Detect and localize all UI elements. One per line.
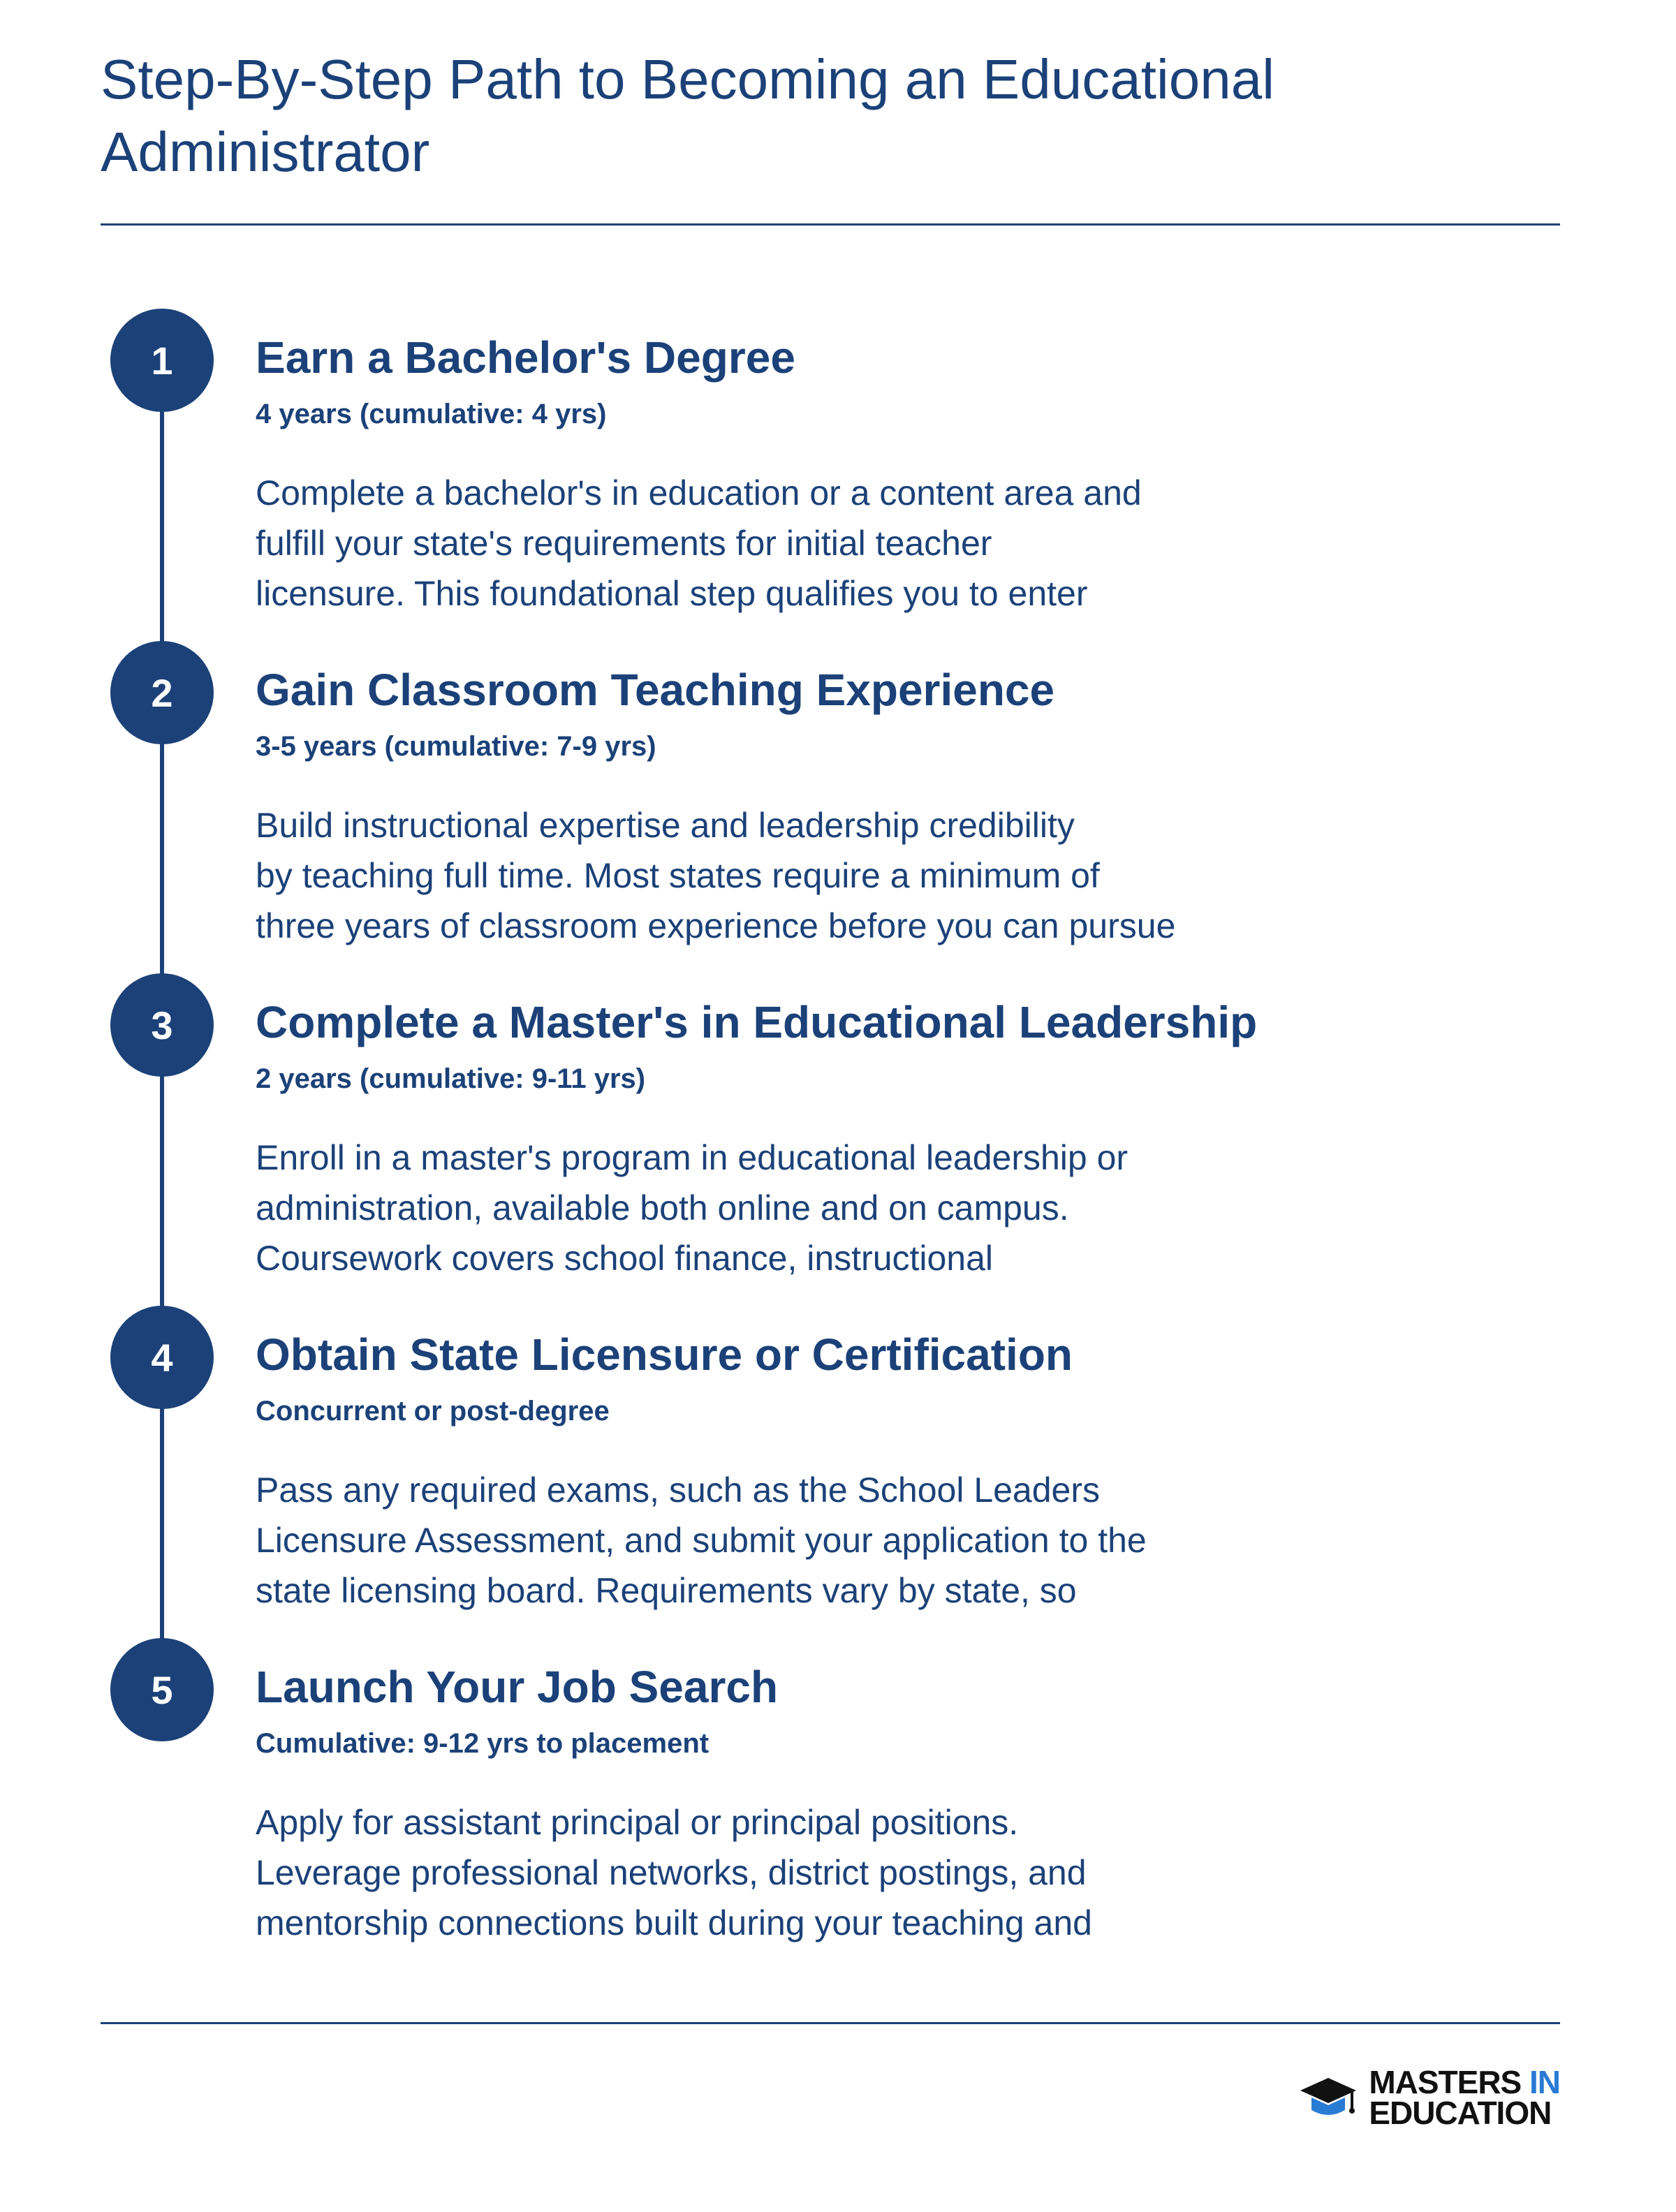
step-title: Earn a Bachelor's Degree: [256, 332, 795, 383]
logo-word-education: EDUCATION: [1369, 2095, 1552, 2131]
masters-in-education-logo: [1299, 2064, 1560, 2131]
step-title: Complete a Master's in Educational Leadership: [256, 997, 1258, 1047]
bottom-divider: [101, 2022, 1560, 2024]
page-title-line-1: Step-By-Step Path to Becoming an Educational: [101, 48, 1275, 110]
step-description-line: Leverage professional networks, district postings, and: [256, 1853, 1087, 1892]
step-5: [0, 1638, 1676, 1959]
step-title: Gain Classroom Teaching Experience: [256, 665, 1055, 715]
step-3: [0, 973, 1676, 1295]
step-description-line: state licensing board. Requirements vary by state, so: [256, 1571, 1077, 1610]
page-title: [101, 43, 1497, 189]
step-description-line: Coursework covers school finance, instructional: [256, 1239, 994, 1278]
step-number-badge: 1: [110, 309, 214, 412]
step-description-line: by teaching full time. Most states require a minimum of: [256, 856, 1100, 895]
graduation-cap-icon: [1299, 2068, 1358, 2127]
step-description-line: administration, available both online and on campus.: [256, 1188, 1069, 1227]
top-divider: [101, 223, 1560, 226]
step-description: [256, 1133, 1345, 1283]
step-description: [256, 1465, 1345, 1616]
page-title-line-2: Administrator: [101, 121, 430, 183]
step-description-line: licensure. This foundational step qualifies you to enter: [256, 574, 1088, 613]
step-description-line: mentorship connections built during your teaching and: [256, 1903, 1092, 1942]
step-description: [256, 468, 1345, 619]
step-duration: 4 years (cumulative: 4 yrs): [256, 399, 607, 429]
logo-wordmark: [1369, 2064, 1560, 2131]
step-description-line: Licensure Assessment, and submit your application to the: [256, 1521, 1147, 1560]
logo-line-1: [1369, 2064, 1560, 2100]
step-description-line: Complete a bachelor's in education or a content area and: [256, 473, 1142, 513]
step-description-line: Build instructional expertise and leadership credibility: [256, 806, 1075, 845]
step-number-badge: 3: [110, 973, 214, 1077]
logo-word-in: IN: [1529, 2064, 1560, 2100]
step-description-line: Enroll in a master's program in educational leadership or: [256, 1138, 1129, 1177]
logo-word-masters: MASTERS: [1369, 2064, 1522, 2100]
step-duration: Cumulative: 9-12 yrs to placement: [256, 1728, 710, 1759]
step-number-badge: 2: [110, 641, 214, 744]
step-duration: 3-5 years (cumulative: 7-9 yrs): [256, 731, 656, 762]
step-title: Launch Your Job Search: [256, 1662, 779, 1712]
step-duration: 2 years (cumulative: 9-11 yrs): [256, 1063, 646, 1094]
step-description-line: three years of classroom experience before you can pursue: [256, 906, 1176, 945]
step-title: Obtain State Licensure or Certification: [256, 1329, 1073, 1380]
step-4: [0, 1306, 1676, 1627]
step-2: [0, 641, 1676, 962]
step-description: [256, 800, 1345, 951]
step-description-line: Pass any required exams, such as the School Leaders: [256, 1470, 1101, 1510]
step-1: [0, 309, 1676, 630]
step-description-line: Apply for assistant principal or principal positions.: [256, 1803, 1019, 1842]
step-description: [256, 1797, 1345, 1948]
step-number-badge: 5: [110, 1638, 214, 1741]
step-description-line: fulfill your state's requirements for initial teacher: [256, 524, 992, 563]
step-number-badge: 4: [110, 1306, 214, 1409]
step-duration: Concurrent or post-degree: [256, 1396, 610, 1426]
